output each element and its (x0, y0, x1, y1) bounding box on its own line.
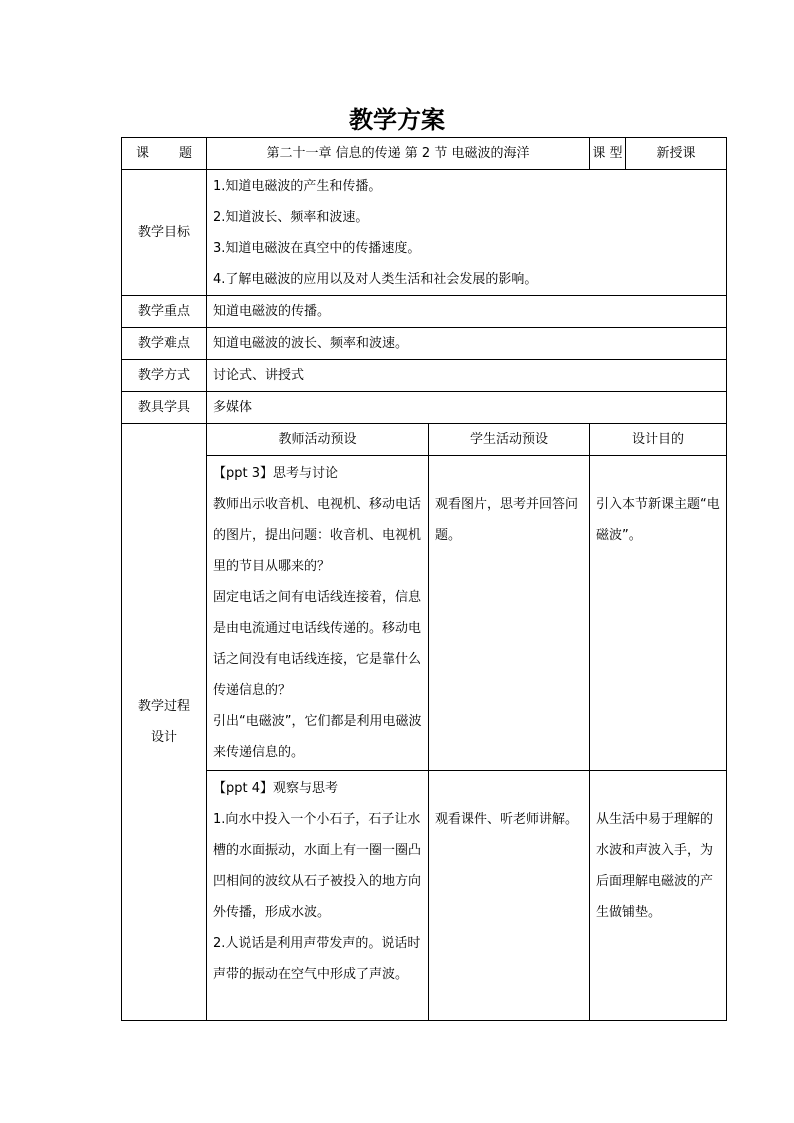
key-point-value: 知道电磁波的传播。 (207, 296, 727, 328)
process-header-row (122, 424, 727, 456)
lesson-plan-table (121, 137, 727, 1021)
header-purpose: 设计目的 (590, 424, 727, 456)
key-point-label: 教学重点 (122, 296, 207, 328)
teacher-line: 固定电话之间有电话线连接着，信息是由电流通过电话线传递的。移动电话之间没有电话线连接，它是靠什么传递信息的？ (213, 590, 422, 698)
method-row (122, 360, 727, 392)
header-teacher: 教师活动预设 (207, 424, 429, 456)
teacher-line: 教师出示收音机、电视机、移动电话的图片，提出问题：收音机、电视机里的节目从哪来的？ (213, 497, 422, 574)
teacher-activity (207, 456, 429, 771)
goal-item: 3.知道电磁波在真空中的传播速度。 (213, 240, 421, 256)
process-label-line: 设计 (150, 730, 177, 745)
method-value: 讨论式、讲授式 (207, 360, 727, 392)
design-purpose: 从生活中易于理解的水波和声波入手，为后面理解电磁波的产生做铺垫。 (590, 771, 727, 1021)
goal-item: 4.了解电磁波的应用以及对人类生活和社会发展的影响。 (213, 271, 538, 287)
goals-label: 教学目标 (122, 170, 207, 296)
goals-list (207, 170, 727, 296)
topic-row (122, 138, 727, 170)
goal-item: 2.知道波长、频率和波速。 (213, 209, 369, 225)
type-value: 新授课 (626, 138, 727, 170)
method-label: 教学方式 (122, 360, 207, 392)
topic-value: 第二十一章 信息的传递 第 2 节 电磁波的海洋 (207, 138, 590, 170)
teacher-line: 【ppt 3】思考与讨论 (213, 466, 339, 481)
teacher-activity (207, 771, 429, 1021)
process-step-row (122, 771, 727, 1021)
difficulty-label: 教学难点 (122, 328, 207, 360)
difficulty-row (122, 328, 727, 360)
process-step-row (122, 456, 727, 771)
tools-value: 多媒体 (207, 392, 727, 424)
type-label: 课 型 (590, 138, 626, 170)
process-label (122, 424, 207, 1021)
teacher-line: 引出“电磁波”，它们都是利用电磁波来传递信息的。 (213, 714, 422, 760)
key-point-row (122, 296, 727, 328)
teacher-line: 【ppt 4】观察与思考 (213, 781, 339, 796)
goals-row (122, 170, 727, 296)
header-student: 学生活动预设 (429, 424, 590, 456)
difficulty-value: 知道电磁波的波长、频率和波速。 (207, 328, 727, 360)
student-activity: 观看图片，思考并回答问题。 (429, 456, 590, 771)
document-title: 教学方案 (349, 105, 445, 134)
goal-item: 1.知道电磁波的产生和传播。 (213, 178, 382, 194)
tools-row (122, 392, 727, 424)
teacher-line: 2.人说话是利用声带发声的。说话时声带的振动在空气中形成了声波。 (213, 936, 421, 982)
design-purpose: 引入本节新课主题“电磁波”。 (590, 456, 727, 771)
process-label-line: 教学过程 (137, 699, 190, 714)
tools-label: 教具学具 (122, 392, 207, 424)
student-activity: 观看课件、听老师讲解。 (429, 771, 590, 1021)
teacher-line: 1.向水中投入一个小石子，石子让水槽的水面振动，水面上有一圈一圈凸凹相间的波纹从石子被投入的地方向外传播，形成水波。 (213, 812, 422, 920)
topic-label: 课 题 (122, 138, 207, 170)
